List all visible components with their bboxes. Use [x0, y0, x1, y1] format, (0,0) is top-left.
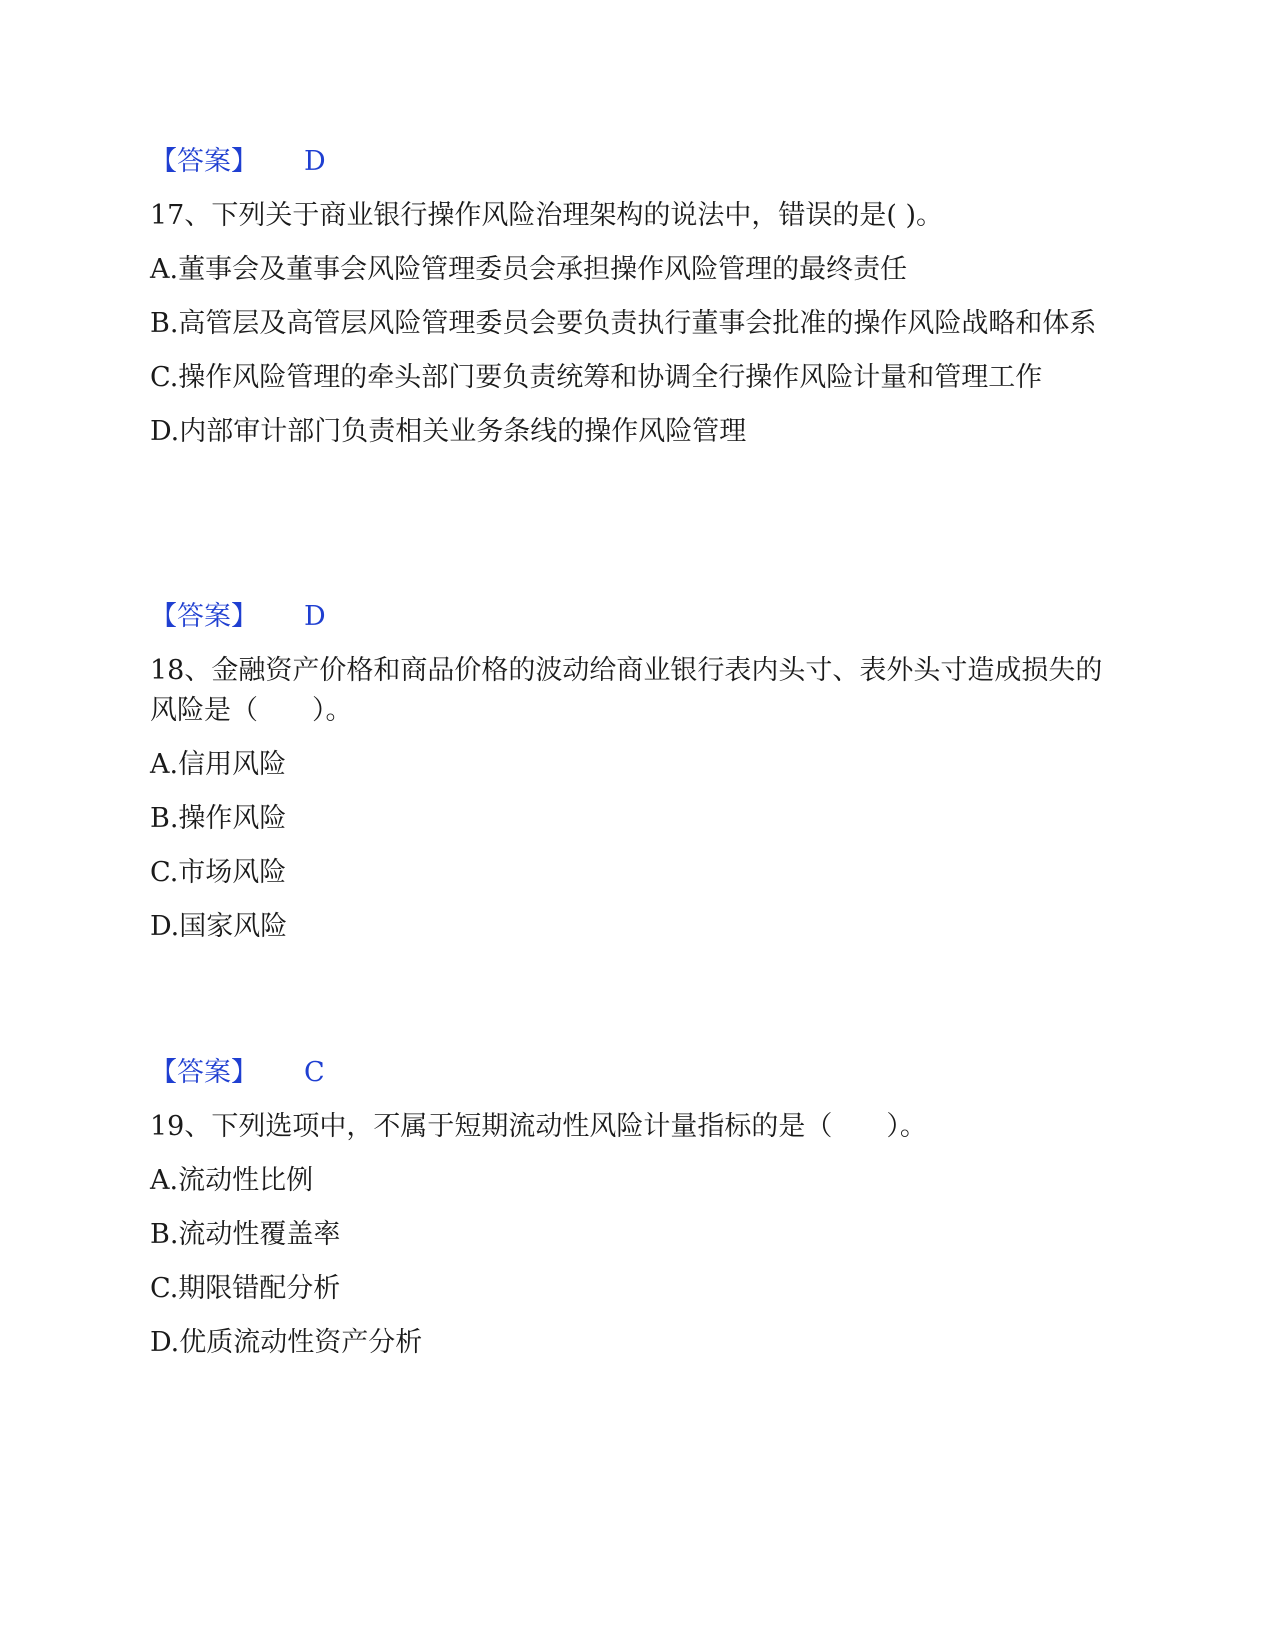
question-number: 18、 — [150, 655, 212, 686]
answer-value: D — [304, 146, 326, 177]
question-number: 19、 — [150, 1111, 212, 1142]
answer-line-prev-18 — [150, 600, 1110, 634]
option-d: D.国家风险 — [150, 911, 288, 942]
answer-line-prev-19 — [150, 1056, 1110, 1090]
option-c: C.市场风险 — [150, 857, 287, 888]
question-stem: 下列关于商业银行操作风险治理架构的说法中，错误的是( )。 — [211, 200, 944, 231]
question-stem: 下列选项中，不属于短期流动性风险计量指标的是（ ）。 — [211, 1111, 927, 1142]
answer-value: C — [304, 1057, 325, 1088]
answer-line — [150, 145, 1110, 179]
question-17 — [150, 196, 1110, 452]
answer-label: 【答案】 — [150, 1057, 258, 1088]
answer-line-prev-17 — [150, 145, 1110, 179]
option-b: B.操作风险 — [150, 803, 287, 834]
option-a: A.流动性比例 — [150, 1165, 314, 1196]
answer-label: 【答案】 — [150, 601, 258, 632]
option-b: B.高管层及高管层风险管理委员会要负责执行董事会批准的操作风险战略和体系 — [150, 308, 1097, 339]
question-text — [150, 651, 1110, 731]
option-a: A.信用风险 — [150, 749, 287, 780]
answer-line — [150, 1056, 1110, 1090]
option-c: C.操作风险管理的牵头部门要负责统筹和协调全行操作风险计量和管理工作 — [150, 362, 1043, 393]
option-b: B.流动性覆盖率 — [150, 1219, 341, 1250]
question-number: 17、 — [150, 200, 212, 231]
question-stem: 金融资产价格和商品价格的波动给商业银行表内头寸、表外头寸造成损失的风险是（ ）。 — [150, 655, 1103, 726]
option-d: D.优质流动性资产分析 — [150, 1327, 423, 1358]
option-d: D.内部审计部门负责相关业务条线的操作风险管理 — [150, 416, 747, 447]
question-18 — [150, 651, 1110, 947]
question-text — [150, 1107, 1110, 1147]
answer-line — [150, 600, 1110, 634]
option-a: A.董事会及董事会风险管理委员会承担操作风险管理的最终责任 — [150, 254, 908, 285]
question-19 — [150, 1107, 1110, 1363]
question-text — [150, 196, 1110, 236]
answer-value: D — [304, 601, 326, 632]
option-c: C.期限错配分析 — [150, 1273, 341, 1304]
answer-label: 【答案】 — [150, 146, 258, 177]
